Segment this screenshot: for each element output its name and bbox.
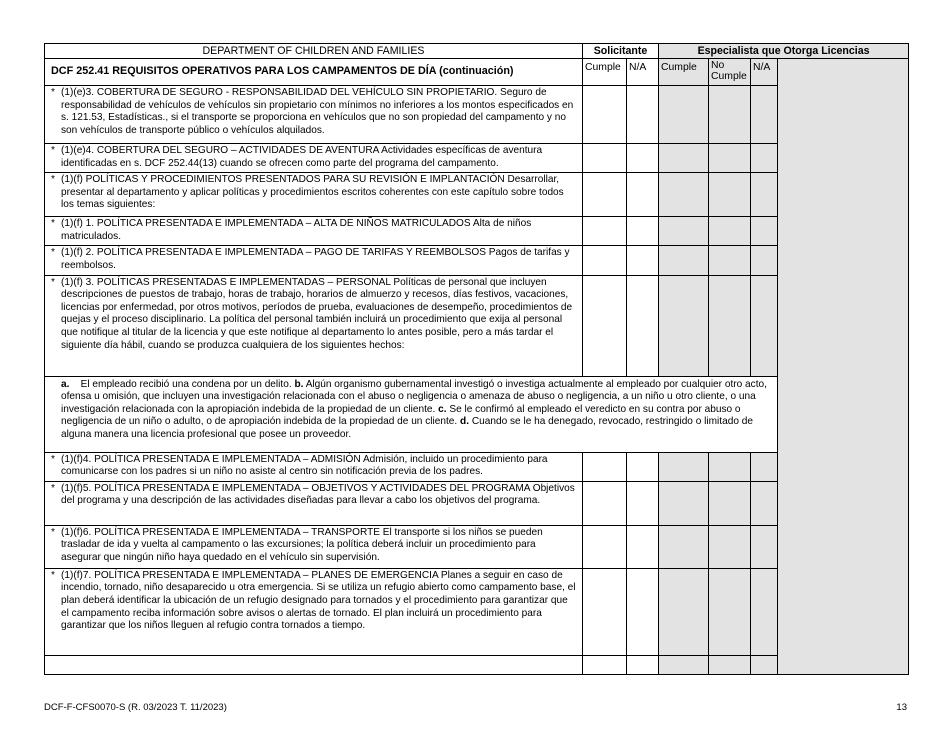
check-cell[interactable] <box>659 568 709 655</box>
form-id: DCF-F-CFS0070-S (R. 03/2023 T. 11/2023) <box>44 702 227 713</box>
requirements-table <box>44 43 909 675</box>
col-header-meets: Cumple <box>583 59 627 86</box>
check-cell[interactable] <box>751 655 778 674</box>
item-label: b. <box>294 378 304 390</box>
check-cell[interactable] <box>709 275 751 376</box>
required-star: * <box>51 453 55 465</box>
required-star: * <box>51 87 55 98</box>
required-star: * <box>51 526 55 538</box>
check-cell[interactable] <box>659 246 709 275</box>
requirement-row <box>45 86 583 144</box>
check-cell[interactable] <box>627 452 659 481</box>
check-cell[interactable] <box>583 144 627 173</box>
check-cell[interactable] <box>583 275 627 376</box>
required-star: * <box>51 218 55 230</box>
check-cell[interactable] <box>751 481 778 525</box>
requirement-text: (1)(f)5. POLÍTICA PRESENTADA E IMPLEMENTADA – OBJETIVOS Y ACTIVIDADES DEL PROGRAMA Objetivos del programa y una descripción de las actividades diseñadas para llevar a cabo los objetivos del programa. <box>61 482 575 507</box>
check-cell[interactable] <box>659 173 709 217</box>
requirement-text: (1)(f) 2. POLÍTICA PRESENTADA E IMPLEMENTADA – PAGO DE TARIFAS Y REEMBOLSOS Pagos de tarifas y reembolsos. <box>61 247 570 271</box>
check-cell[interactable] <box>751 217 778 246</box>
check-cell[interactable] <box>751 144 778 173</box>
requirement-row <box>45 144 583 173</box>
item-text: Algún organismo gubernamental investigó o investiga actualmente al empleado por cualquier otro acto, ofensa u omisión, que incluyen una investigación relacionada con el abuso o negligencia o amenaza de abuso o negligencia, a un niño u otro cliente, o una investigación relacionada con la apropiación indebida de la propiedad de un cliente. <box>61 378 767 415</box>
col-header-na: N/A <box>627 59 659 86</box>
requirement-row <box>45 217 583 246</box>
check-cell[interactable] <box>709 452 751 481</box>
check-cell[interactable] <box>659 217 709 246</box>
check-cell[interactable] <box>659 86 709 144</box>
section-title: DCF 252.41 REQUISITOS OPERATIVOS PARA LOS CAMPAMENTOS DE DÍA (continuación) <box>45 59 583 86</box>
check-cell[interactable] <box>659 275 709 376</box>
requirement-text: (1)(e)3. COBERTURA DE SEGURO - RESPONSABILIDAD DEL VEHÍCULO SIN PROPIETARIO. Seguro de responsabilidad de vehículos de vehículos sin propietario con mínimos no inferiores a los montos especificados en s. 121.53, Estadísticas., si el transporte se proporciona en vehículos que no son propiedad del campamento y no son vehículos de transporte público o vehículos alquilados. <box>61 87 574 136</box>
check-cell[interactable] <box>751 452 778 481</box>
check-cell[interactable] <box>627 246 659 275</box>
col-header-not-meets: No Cumple <box>709 59 751 86</box>
department-header: DEPARTMENT OF CHILDREN AND FAMILIES <box>45 44 583 59</box>
check-cell[interactable] <box>627 173 659 217</box>
check-cell[interactable] <box>709 246 751 275</box>
check-cell[interactable] <box>583 246 627 275</box>
check-cell[interactable] <box>709 481 751 525</box>
check-cell[interactable] <box>751 86 778 144</box>
check-cell[interactable] <box>709 525 751 568</box>
required-star: * <box>51 276 55 288</box>
requirement-text: (1)(f) 1. POLÍTICA PRESENTADA E IMPLEMENTADA – ALTA DE NIÑOS MATRICULADOS Alta de niños matriculados. <box>61 218 532 242</box>
check-cell[interactable] <box>751 173 778 217</box>
check-cell[interactable] <box>659 481 709 525</box>
item-label: d. <box>460 416 470 428</box>
check-cell[interactable] <box>627 86 659 144</box>
check-cell[interactable] <box>751 568 778 655</box>
check-cell[interactable] <box>751 246 778 275</box>
col-header-meets-specialist: Cumple <box>659 59 709 86</box>
check-cell[interactable] <box>627 481 659 525</box>
check-cell[interactable] <box>627 525 659 568</box>
requirement-text: (1)(e)4. COBERTURA DEL SEGURO – ACTIVIDADES DE AVENTURA Actividades específicas de aventura identificadas en s. DCF 252.44(13) cuando se ofrecen como parte del programa del campamento. <box>61 145 543 169</box>
check-cell[interactable] <box>659 655 709 674</box>
check-cell[interactable] <box>627 655 659 674</box>
requirement-row <box>45 525 583 568</box>
check-cell[interactable] <box>709 173 751 217</box>
check-cell[interactable] <box>709 568 751 655</box>
empty-row <box>45 655 583 674</box>
gray-margin <box>778 59 909 675</box>
check-cell[interactable] <box>627 275 659 376</box>
requirement-text: (1)(f)7. POLÍTICA PRESENTADA E IMPLEMENTADA – PLANES DE EMERGENCIA Planes a seguir en caso de incendio, tornado, niño desaparecido u otra emergencia. Si se utiliza un refugio abierto como campamento base, el plan deberá identificar la ubicación de un refugio designado para tornados y el procedimiento para garantizar que el campamento reciba información sobre avisos o alertas de tornado. El plan incluirá un procedimiento para garantizar que los niños lleguen al refugio contra tornados a tiempo. <box>61 569 576 632</box>
requirement-text: (1)(f)4. POLÍTICA PRESENTADA E IMPLEMENTADA – ADMISIÓN Admisión, incluido un procedimiento para comunicarse con los padres si un niño no asiste al centro sin notificación previa de los padres. <box>61 453 548 478</box>
check-cell[interactable] <box>751 525 778 568</box>
check-cell[interactable] <box>709 655 751 674</box>
requirement-row <box>45 452 583 481</box>
check-cell[interactable] <box>659 452 709 481</box>
check-cell[interactable] <box>709 86 751 144</box>
check-cell[interactable] <box>659 525 709 568</box>
col-header-na-specialist: N/A <box>751 59 778 86</box>
check-cell[interactable] <box>709 217 751 246</box>
required-star: * <box>51 145 55 156</box>
check-cell[interactable] <box>583 452 627 481</box>
requirement-text: (1)(f) 3. POLÍTICAS PRESENTADAS E IMPLEMENTADAS – PERSONAL Políticas de personal que incluyen descripciones de puestos de trabajo, horas de trabajo, horarios de almuerzo y recesos, días festivos, vacaciones, licencias por enfermedad, por otros motivos, períodos de prueba, evaluaciones de desempeño, procedimientos de quejas y el proceso disciplinario. La política del personal también incluirá un procedimiento que exija al personal que notifique al titular de la licencia y que este notifique al departamento lo antes posible, pero a más tardar el siguiente día hábil, cuando se produzca cualquiera de los siguientes hechos: <box>61 276 573 351</box>
required-star: * <box>51 247 55 259</box>
check-cell[interactable] <box>627 568 659 655</box>
requirement-row <box>45 173 583 217</box>
required-star: * <box>51 174 55 186</box>
events-list <box>45 376 778 452</box>
requirement-row <box>45 246 583 275</box>
item-text: El empleado recibió una condena por un delito. <box>80 378 292 390</box>
item-label: c. <box>438 403 447 415</box>
required-star: * <box>51 482 55 494</box>
check-cell[interactable] <box>583 655 627 674</box>
requirement-row <box>45 568 583 655</box>
check-cell[interactable] <box>583 481 627 525</box>
specialist-header: Especialista que Otorga Licencias <box>659 44 909 59</box>
applicant-header: Solicitante <box>583 44 659 59</box>
item-text: Se le confirmó al empleado el veredicto en su contra por abuso o negligencia de un niño o adulto, o de apropiación indebida de la propiedad de un cliente. <box>61 403 741 428</box>
check-cell[interactable] <box>583 86 627 144</box>
check-cell[interactable] <box>583 217 627 246</box>
check-cell[interactable] <box>709 144 751 173</box>
requirement-text: (1)(f)6. POLÍTICA PRESENTADA E IMPLEMENTADA – TRANSPORTE El transporte si los niños se pueden trasladar de ida y vuelta al campamento o las excursiones; la política deberá incluir un procedimiento para asegurar que ningún niño haya quedado en el vehículo sin supervisión. <box>61 526 543 563</box>
requirement-row <box>45 481 583 525</box>
check-cell[interactable] <box>583 173 627 217</box>
item-text: Cuando se le ha denegado, revocado, restringido o limitado de alguna manera una licencia profesional que posee un proveedor. <box>61 416 753 440</box>
check-cell[interactable] <box>583 568 627 655</box>
item-label: a. <box>61 378 70 390</box>
check-cell[interactable] <box>583 525 627 568</box>
page-number: 13 <box>896 702 907 713</box>
check-cell[interactable] <box>751 275 778 376</box>
requirement-text: (1)(f) POLÍTICAS Y PROCEDIMIENTOS PRESENTADOS PARA SU REVISIÓN E IMPLANTACIÓN Desarrollar, presentar al departamento y aplicar políticas y procedimientos escritos coherentes con este capítulo sobre todos los temas siguientes: <box>61 174 564 211</box>
required-star: * <box>51 569 55 581</box>
requirement-row <box>45 275 583 376</box>
check-cell[interactable] <box>627 217 659 246</box>
check-cell[interactable] <box>627 144 659 173</box>
check-cell[interactable] <box>659 144 709 173</box>
